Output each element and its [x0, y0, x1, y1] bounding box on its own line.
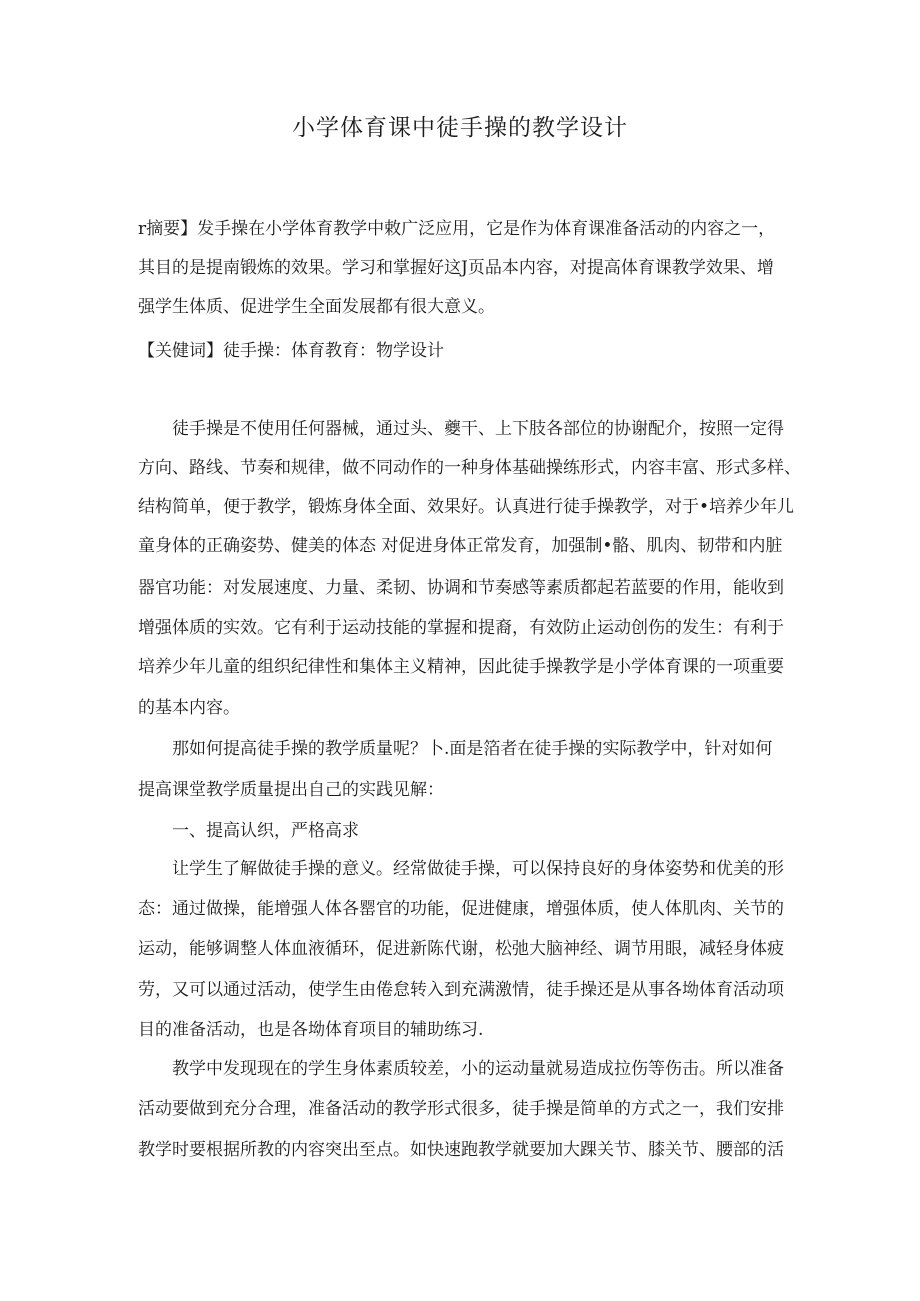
paragraph-line: 培养少年儿童的组织纪律性和集体主义精神，因此徒手操教学是小学体育课的一项重要 — [138, 657, 784, 677]
abstract-line: r摘要】发手操在小学体育教学中敕广泛应用，它是作为体育课准备活动的内容之一， — [138, 219, 776, 239]
paragraph-line: 目的准备活动，也是各坳体育项目的辅助练习. — [138, 1020, 484, 1040]
paragraph-line: 结构简单，便于教学，锻炼身体全面、效果好。认真进行徒手操教学，对于•培养少年儿 — [138, 497, 795, 517]
paragraph-line: 童身体的正确姿势、健美的体态 对促进身体正常发育，加强制•骼、肌肉、韧带和内脏 — [138, 536, 783, 556]
paragraph-line: 教学中发现现在的学生身体素质较差，小的运动量就易造成拉伤等伤击。所以准备 — [172, 1059, 784, 1079]
paragraph-line: 徒手操是不使用任何器械，通过头、夔干、上下肢各部位的协谢配介，按照一定得 — [172, 419, 784, 439]
document-title: 小学体育课中徒手操的教学设计 — [292, 115, 628, 141]
paragraph-line: 器官功能：对发展速度、力量、柔韧、协调和节奏感等素质都起若蓝要的作用，能收到 — [138, 578, 784, 598]
paragraph-line: 提高课堂教学质量提出自己的实践见解： — [138, 780, 444, 800]
paragraph-line: 劳，又可以通过活动，使学生由倦怠转入到充满激情，徒手操还是从事各坳体育活动项 — [138, 980, 784, 1000]
keywords-line: 【关健词】徒手操：体育教育：物学设计 — [138, 341, 444, 361]
paragraph-line: 增强体质的实效。它有利于运动技能的掌握和提裔，有效防止运动创伤的发生：有利于 — [138, 618, 784, 638]
paragraph-line: 态：通过做操，能增强人体各罂官的功能，促进健康，增强体质，使人体肌肉、关节的 — [138, 899, 784, 919]
abstract-line: 其目的是提南锻炼的效果。学习和掌握好这J页品本内容，对提高体育课教学效果、增 — [138, 258, 774, 278]
paragraph-line: 教学时要根据所教的内容突出至点。如快速跑教学就要加大踝关节、膝关节、腰部的活 — [138, 1140, 784, 1160]
paragraph-line: 活动要做到充分合理，准备活动的教学形式很多，徒手操是简单的方式之一，我们安排 — [138, 1099, 784, 1119]
section-heading: 一、提高认织，严格高求 — [172, 821, 359, 841]
paragraph-line: 方向、路线、节奏和规律，做不同动作的一种身体基础操练形式，内容丰富、形式多样、 — [138, 458, 801, 478]
paragraph-line: 那如何提高徒手操的教学质量呢？卜.面是箔者在徒手操的实际教学中，针对如何 — [172, 739, 773, 759]
abstract-line: 强学生体质、促进学生全面发展都有很大意义。 — [138, 297, 495, 317]
paragraph-line: 的基本内容。 — [138, 698, 240, 718]
paragraph-line: 运动，能够调整人体血液循环，促进新陈代谢，松弛大脑神经、调节用眼，减轻身体疲 — [138, 939, 784, 959]
paragraph-line: 让学生了解做徒手操的意义。经常做徒手操，可以保持良好的身体姿势和优美的形 — [172, 859, 784, 879]
